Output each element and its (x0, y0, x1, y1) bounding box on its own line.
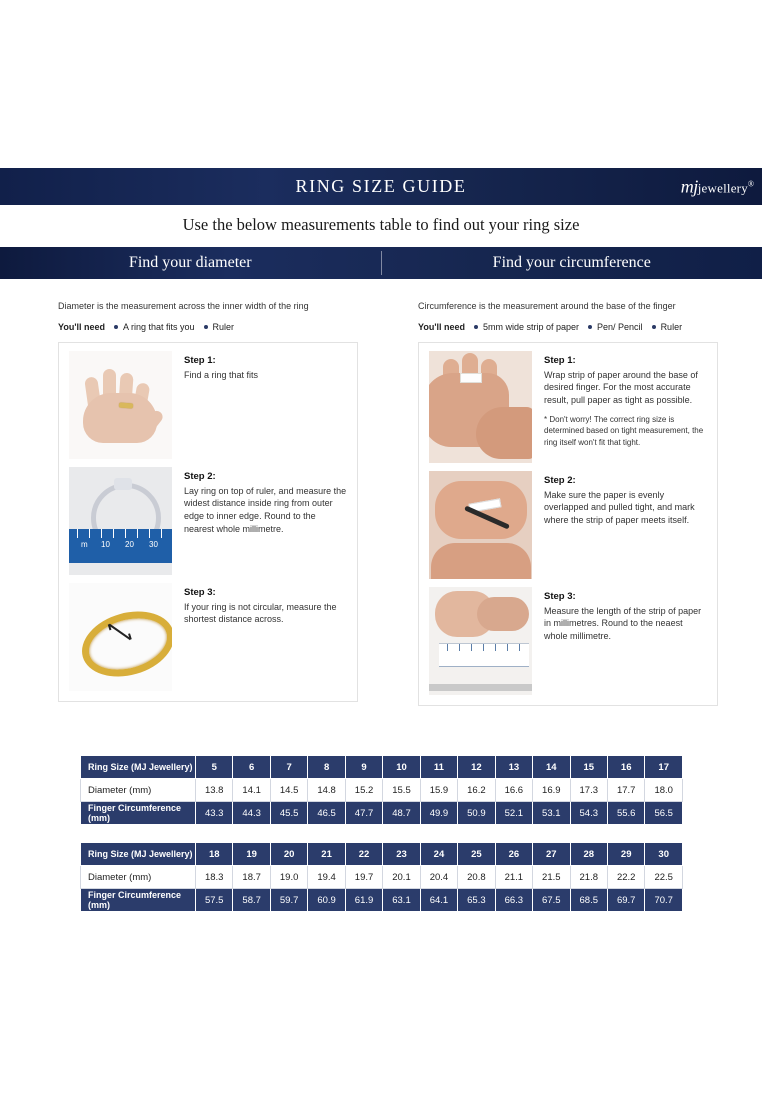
section-heading-strip (0, 247, 762, 279)
cell-circumference: 64.1 (420, 889, 457, 912)
table-row (81, 843, 683, 866)
cell-diameter: 17.7 (607, 779, 644, 802)
cell-ring-size: 9 (345, 756, 382, 779)
cell-circumference: 56.5 (645, 802, 683, 825)
gold-ring-photo (69, 583, 172, 691)
cell-ring-size: 25 (458, 843, 495, 866)
cell-circumference: 59.7 (270, 889, 307, 912)
cell-diameter: 13.8 (196, 779, 233, 802)
table-row (81, 779, 683, 802)
cell-ring-size: 6 (233, 756, 270, 779)
row-label-diameter: Diameter (mm) (81, 866, 196, 889)
cell-ring-size: 22 (345, 843, 382, 866)
step-body: Wrap strip of paper around the base of desired finger. For the most accurate result, pull paper as tight as possible. (544, 369, 698, 406)
cell-diameter: 22.2 (607, 866, 644, 889)
cell-circumference: 45.5 (270, 802, 307, 825)
step-title: Step 3: (544, 590, 576, 602)
diameter-steps-box (58, 342, 358, 702)
circumference-description: Circumference is the measurement around the base of the finger (418, 301, 676, 311)
cell-ring-size: 5 (196, 756, 233, 779)
circumference-step-3 (429, 587, 707, 695)
cell-diameter: 16.2 (458, 779, 495, 802)
diameter-need-item-0: A ring that fits you (122, 321, 195, 332)
cell-diameter: 18.0 (645, 779, 683, 802)
cell-circumference: 47.7 (345, 802, 382, 825)
cell-circumference: 44.3 (233, 802, 270, 825)
circumference-need-item-2: Ruler (660, 321, 683, 332)
cell-ring-size: 12 (458, 756, 495, 779)
cell-diameter: 20.4 (420, 866, 457, 889)
cell-ring-size: 21 (308, 843, 345, 866)
diameter-description: Diameter is the measurement across the inner width of the ring (58, 301, 309, 311)
header-bar (0, 168, 762, 205)
measure-paper-with-ruler-photo (429, 587, 532, 695)
cell-ring-size: 16 (607, 756, 644, 779)
cell-ring-size: 28 (570, 843, 607, 866)
cell-circumference: 70.7 (645, 889, 683, 912)
cell-diameter: 22.5 (645, 866, 683, 889)
step-body: Find a ring that fits (184, 369, 259, 380)
cell-ring-size: 24 (420, 843, 457, 866)
ring-on-ruler-photo: m 10 20 30 (69, 467, 172, 575)
cell-circumference: 54.3 (570, 802, 607, 825)
cell-diameter: 18.7 (233, 866, 270, 889)
step-body: If your ring is not circular, measure the shortest distance across. (184, 601, 337, 625)
cell-ring-size: 27 (533, 843, 570, 866)
cell-ring-size: 23 (383, 843, 420, 866)
cell-circumference: 46.5 (308, 802, 345, 825)
step-note: * Don't worry! The correct ring size is determined based on tight measurement, the ring itself won't fit that tight. (544, 414, 704, 448)
cell-ring-size: 18 (196, 843, 233, 866)
cell-diameter: 18.3 (196, 866, 233, 889)
bullet-icon (588, 325, 592, 329)
ring-size-table-1 (80, 755, 683, 825)
cell-circumference: 68.5 (570, 889, 607, 912)
cell-diameter: 19.0 (270, 866, 307, 889)
ring-size-table-2-wrap (80, 842, 683, 912)
cell-diameter: 17.3 (570, 779, 607, 802)
table-row (81, 756, 683, 779)
cell-diameter: 20.1 (383, 866, 420, 889)
cell-ring-size: 15 (570, 756, 607, 779)
hand-with-ring-photo (69, 351, 172, 459)
cell-circumference: 63.1 (383, 889, 420, 912)
mark-paper-photo (429, 471, 532, 579)
circumference-need-item-0: 5mm wide strip of paper (482, 321, 580, 332)
cell-ring-size: 11 (420, 756, 457, 779)
circumference-column (418, 300, 718, 706)
ring-size-table-2 (80, 842, 683, 912)
step-title: Step 2: (544, 474, 576, 486)
cell-circumference: 49.9 (420, 802, 457, 825)
cell-circumference: 52.1 (495, 802, 532, 825)
cell-circumference: 66.3 (495, 889, 532, 912)
cell-circumference: 48.7 (383, 802, 420, 825)
cell-diameter: 20.8 (458, 866, 495, 889)
bullet-icon (474, 325, 478, 329)
step-title: Step 3: (184, 586, 216, 598)
brand-name-text: jewellery (697, 180, 748, 195)
cell-ring-size: 19 (233, 843, 270, 866)
cell-diameter: 16.9 (533, 779, 570, 802)
diameter-step-3 (69, 583, 347, 691)
cell-diameter: 14.5 (270, 779, 307, 802)
cell-diameter: 14.1 (233, 779, 270, 802)
cell-ring-size: 17 (645, 756, 683, 779)
diameter-step-1 (69, 351, 347, 459)
step-body: Make sure the paper is evenly overlapped and pulled tight, and mark where the strip of paper meets itself. (544, 489, 695, 526)
page-title: RING SIZE GUIDE (295, 176, 467, 196)
cell-ring-size: 10 (383, 756, 420, 779)
cell-ring-size: 29 (607, 843, 644, 866)
cell-diameter: 21.8 (570, 866, 607, 889)
bullet-icon (204, 325, 208, 329)
cell-circumference: 61.9 (345, 889, 382, 912)
section-heading-circumference: Find your circumference (492, 254, 651, 271)
circumference-step-1 (429, 351, 707, 463)
diameter-column (58, 300, 358, 702)
wrap-paper-on-finger-photo (429, 351, 532, 463)
cell-circumference: 50.9 (458, 802, 495, 825)
row-label-ring-size: Ring Size (MJ Jewellery) (81, 843, 196, 866)
cell-circumference: 53.1 (533, 802, 570, 825)
cell-circumference: 57.5 (196, 889, 233, 912)
cell-circumference: 43.3 (196, 802, 233, 825)
registered-mark: ® (747, 179, 754, 188)
cell-ring-size: 7 (270, 756, 307, 779)
table-row (81, 802, 683, 825)
cell-ring-size: 14 (533, 756, 570, 779)
row-label-circumference: Finger Circumference (mm) (81, 802, 196, 825)
cell-ring-size: 13 (495, 756, 532, 779)
cell-diameter: 19.7 (345, 866, 382, 889)
circumference-needs (418, 322, 718, 332)
cell-diameter: 19.4 (308, 866, 345, 889)
bullet-icon (114, 325, 118, 329)
circumference-step-2 (429, 471, 707, 579)
row-label-circumference: Finger Circumference (mm) (81, 889, 196, 912)
row-label-diameter: Diameter (mm) (81, 779, 196, 802)
diameter-step-2 (69, 467, 347, 575)
step-title: Step 1: (544, 354, 576, 366)
step-title: Step 2: (184, 470, 216, 482)
cell-diameter: 15.9 (420, 779, 457, 802)
ring-size-table-1-wrap (80, 755, 683, 825)
cell-circumference: 65.3 (458, 889, 495, 912)
step-body: Measure the length of the strip of paper in millimetres. Round to the neaest whole millimetre. (544, 605, 702, 642)
cell-ring-size: 20 (270, 843, 307, 866)
cell-ring-size: 8 (308, 756, 345, 779)
cell-ring-size: 30 (645, 843, 683, 866)
circumference-steps-box (418, 342, 718, 706)
cell-circumference: 58.7 (233, 889, 270, 912)
table-row (81, 889, 683, 912)
cell-diameter: 21.5 (533, 866, 570, 889)
bullet-icon (652, 325, 656, 329)
cell-diameter: 15.5 (383, 779, 420, 802)
circumference-need-item-1: Pen/ Pencil (597, 321, 643, 332)
diameter-need-item-1: Ruler (212, 321, 235, 332)
diameter-needs (58, 322, 358, 332)
cell-diameter: 15.2 (345, 779, 382, 802)
cell-diameter: 14.8 (308, 779, 345, 802)
cell-diameter: 16.6 (495, 779, 532, 802)
cell-diameter: 21.1 (495, 866, 532, 889)
cell-circumference: 60.9 (308, 889, 345, 912)
cell-circumference: 67.5 (533, 889, 570, 912)
cell-circumference: 69.7 (607, 889, 644, 912)
page-subtitle: Use the below measurements table to find out your ring size (182, 215, 580, 234)
row-label-ring-size: Ring Size (MJ Jewellery) (81, 756, 196, 779)
brand-logo (681, 176, 754, 197)
cell-ring-size: 26 (495, 843, 532, 866)
diameter-needs-label: You'll need (58, 321, 105, 332)
cell-circumference: 55.6 (607, 802, 644, 825)
step-body: Lay ring on top of ruler, and measure the widest distance inside ring from outer edge to inner edge. Round to the nearest whole millimetre. (184, 485, 347, 534)
table-row (81, 866, 683, 889)
brand-mj-text: mj (680, 176, 698, 196)
step-title: Step 1: (184, 354, 216, 366)
section-heading-diameter: Find your diameter (128, 254, 252, 271)
circumference-needs-label: You'll need (418, 321, 465, 332)
